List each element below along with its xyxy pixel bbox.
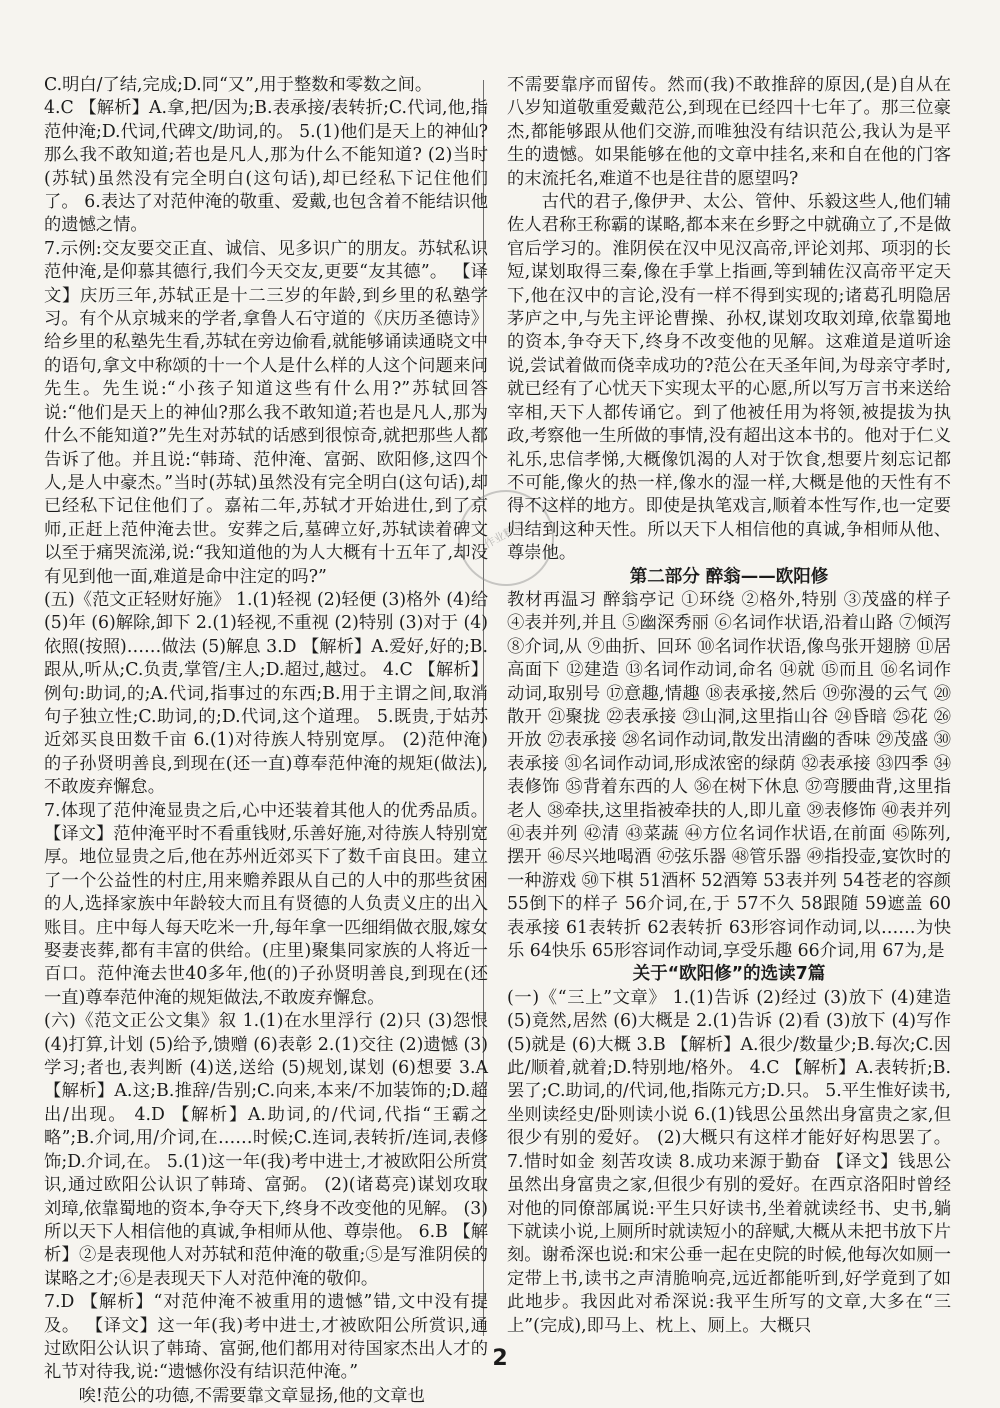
left-paragraph-3: 7.示例:交友要交正直、诚信、见多识广的朋友。苏轼私识范仲淹,是仰慕其德行,我们今天交友,更要“友其德”。 【译文】庆历三年,苏轼正是十二三岁的年龄,到乡里的私塾学习。有个从京城来的学者,拿鲁人石守道的《庆历圣德诗》给乡里的私塾先生看,苏轼在旁边偷看,就能够诵读通晓文中的语句,拿文中称颂的十一个人是什么样的人这个问题来问先生。先生说:“小孩子知道这些有什么用?”苏轼回答说:“他们是天上的神仙?那么我不敢知道;若也是凡人,那为什么不能知道?”先生对苏轼的话感到很惊奇,就把那些人都告诉了他。并且说:“韩琦、范仲淹、富弼、欧阳修,这四个人,是人中豪杰。”当时(苏轼)虽然没有完全明白(这句话),却已经私下记住他们了。嘉祐二年,苏轼才开始进仕,到了京师,正赶上范仲淹去世。安葬之后,墓碑立好,苏轼读着碑文以至于痛哭流涕,说:“我知道他的为人大概有十五年了,却没有见到他一面,难道是命中注定的吗?” — [44, 238, 488, 587]
left-column — [44, 74, 488, 1406]
section-heading-readings: 关于“欧阳修”的选读7篇 — [632, 964, 826, 985]
left-paragraph-4: (五)《范文正轻财好施》 1.(1)轻视 (2)轻便 (3)格外 (4)给 (5)年 (6)解除,卸下 2.(1)轻视,不重视 (2)特别 (3)对于 (4)依照(按照)……做法 (5)解息 3.D 【解析】A.爱好,好的;B.跟从,听从;C.负责,掌管/主人;D.超过,越过。 4.C 【解析】例句:助词,的;A.代词,指事过的东西;B.用于主谓之间,取消句子独立性;C.助词,的;D.代词,这个道理。 5.既贵,于姑苏近郊买良田数千亩 6.(1)对待族人特别宽厚。 (2)范仲淹)的子孙贤明善良,到现在(还一直)尊奉范仲淹的规矩(做法),不敢废弃懈怠。 — [44, 589, 488, 798]
watermark-stamp: 作业精灵 — [441, 473, 571, 603]
left-paragraph-8: 唉!范公的功德,不需要靠文章显扬,他的文章也 — [78, 1385, 425, 1406]
right-paragraph-3: 教材再温习 醉翁亭记 ①环绕 ②格外,特别 ③茂盛的样子 ④表并列,并且 ⑤幽深秀丽 ⑥名词作状语,沿着山路 ⑦倾泻 ⑧介词,从 ⑨曲折、回环 ⑩名词作状语,像鸟张开翅膀 ⑪居高面下 ⑫建造 ⑬名词作动词,命名 ⑭就 ⑮而且 ⑯名词作动词,取别号 ⑰意趣,情趣 ⑱表承接,然后 ⑲弥漫的云气 ⑳散开 ㉑聚拢 ㉒表承接 ㉓山洞,这里指山谷 ㉔昏暗 ㉕花 ㉖开放 ㉗表承接 ㉘名词作动词,散发出清幽的香味 ㉙茂盛 ㉚表承接 ㉛名词作动词,形成浓密的绿荫 ㉜表承接 ㉝四季 ㉞表修饰 ㉟背着东西的人 ㊱在树下休息 ㊲弯腰曲背,这里指老人 ㊳牵扶,这里指被牵扶的人,即儿童 ㊴表修饰 ㊵表并列 ㊶表并列 ㊷清 ㊸菜蔬 ㊹方位名词作状语,在前面 ㊺陈列,摆开 ㊻尽兴地喝酒 ㊼弦乐器 ㊽管乐器 ㊾指投壶,宴饮时的一种游戏 ㊿下棋 51酒杯 52酒筹 53表并列 54苍老的容颜 55倒下的样子 56介词,在,于 57不久 58跟随 59遮盖 60表承接 61表转折 62表转折 63形容词作动词,以……为快乐 64快乐 65形容词作动词,享受乐趣 66介词,用 67为,是 — [507, 589, 951, 962]
section-heading-part-two: 第二部分 醉翁——欧阳修 — [629, 566, 829, 587]
right-paragraph-2: 古代的君子,像伊尹、太公、管仲、乐毅这些人,他们辅佐人君称王称霸的谋略,都本来在乡野之中就确立了,不是做官后学习的。淮阴侯在汉中见汉高帝,评论刘邦、项羽的长短,谋划取得三秦,像在手掌上指画,等到辅佐汉高帝平定天下,他在汉中的言论,没有一样不得到实现的;诸葛孔明隐居茅庐之中,与先主评论曹操、孙权,谋划攻取刘璋,依靠蜀地的资本,争夺天下,终身不改变他的见解。这难道是道听途说,尝试着做而侥幸成功的?范公在天圣年间,为母亲守孝时,就已经有了心忧天下实现太平的心愿,所以写万言书来送给宰相,天下人都传诵它。到了他被任用为将领,被提拔为执政,考察他一生所做的事情,没有超出这本书的。他对于仁义礼乐,忠信孝悌,大概像饥渴的人对于饮食,想要片刻忘记都不可能,像火的热一样,像水的湿一样,大概是他的天性有不得不这样的地方。即使是执笔戏言,顺着本性写作,也一定要归结到这种天性。所以天下人相信他的真诚,争相师从他、尊崇他。 — [507, 192, 951, 564]
right-paragraph-1: 不需要靠序而留传。然而(我)不敢推辞的原因,(是)自从在八岁知道敬重爱戴范公,到现在已经四十七年了。那三位豪杰,都能够跟从他们交游,而唯独没有结识范公,我认为是平生的遗憾。如果能够在他的文章中挂名,来和自在他的门客的末流托名,难道不也是往昔的愿望吗? — [507, 75, 951, 189]
left-paragraph-6: (六)《范文正公文集》叙 1.(1)在水里浮行 (2)只 (3)怨恨 (4)打算,计划 (5)给予,馈赠 (6)表彰 2.(1)交往 (2)遗憾 (3)学习;者也,表判断 (4)送,送给 (5)规划,谋划 (6)想要 3.A 【解析】A.这;B.推辞/告别;C.向来,本来/不加装饰的;D.超出/出现。 4.D 【解析】A.助词,的/代词,代指“王霸之略”;B.介词,用/介词,在……时候;C.连词,表转折/连词,表修饰;D.介词,在。 5.(1)这一年(我)考中进士,才被欧阳公所赏识,通过欧阳公认识了韩琦、富弼。 (2)(诸葛亮)谋划攻取刘璋,依靠蜀地的资本,争夺天下,终身不改变他的见解。 (3)所以天下人相信他的真诚,争相师从他、尊崇他。 6.B 【解析】②是表现他人对苏轼和范仲淹的敬重;⑤是写淮阴侯的谋略之才;⑥是表现天下人对范仲淹的敬仰。 — [44, 1011, 488, 1289]
right-paragraph-4: (一)《“三上”文章》 1.(1)告诉 (2)经过 (3)放下 (4)建造 (5)竟然,居然 (6)大概是 2.(1)告诉 (2)看 (3)放下 (4)写作 (5)就是 (6)大概 3.B 【解析】A.很少/数量少;B.每次;C.因此/顺着,就着;D.特别地/格外。 4.C 【解析】A.表转折;B.罢了;C.助词,的/代词,他,指陈元方;D.只。 5.平生惟好读书,坐则读经史/卧则读小说 6.(1)钱思公虽然出身富贵之家,但很少有别的爱好。 (2)大概只有这样才能好好构思罢了。 7.惜时如金 刻苦攻读 8.成功来源于勤奋 【译文】钱思公虽然出身富贵之家,但很少有别的爱好。在西京洛阳时曾经对他的同僚部属说:平生只好读书,坐着就读经书、史书,躺下就读小说,上厕所时就读短小的辞赋,大概从未把书放下片刻。谢希深也说:和宋公垂一起在史院的时候,他每次如厕一定带上书,读书之声清脆响亮,远近都能听到,好学竟到了如此地步。我因此对希深说:我平生所写的文章,大多在“三上”(完成),即马上、枕上、厕上。大概只 — [507, 987, 951, 1336]
page-number: 2 — [492, 1346, 508, 1371]
left-paragraph-7: 7.D 【解析】“对范仲淹不被重用的遗憾”错,文中没有提及。 【译文】这一年(我)考中进士,才被欧阳公所赏识,通过欧阳公认识了韩琦、富弼,他们都用对待国家杰出人才的礼节对待我,说:“遗憾你没有结识范仲淹。” — [44, 1292, 488, 1383]
left-paragraph-2: 4.C 【解析】A.拿,把/因为;B.表承接/表转折;C.代词,他,指范仲淹;D.代词,代碑文/助词,的。 5.(1)他们是天上的神仙?那么我不敢知道;若也是凡人,那为什么不能知道? (2)当时(苏轼)虽然没有完全明白(这句话),却已经私下记住他们了。 6.表达了对范仲淹的敬重、爱戴,也包含着不能结识他的遗憾之情。 — [44, 98, 488, 236]
left-paragraph-5: 7.体现了范仲淹显贵之后,心中还装着其他人的优秀品质。 【译文】范仲淹平时不看重钱财,乐善好施,对待族人特别宽厚。地位显贵之后,他在苏州近郊买下了数千亩良田。建立了一个公益性的村庄,用来赡养跟从自己的人中的那些贫困的人,选择家族中年龄较大而且有贤德的人负责义庄的出入账目。庄中每人每天吃米一升,每年拿一匹细绢做衣服,嫁女娶妻丧葬,都有丰富的供给。(庄里)聚集同家族的人将近一百口。范仲淹去世40多年,他(的)子孙贤明善良,到现在(还一直)尊奉范仲淹的规矩做法,不敢废弃懈怠。 — [44, 800, 488, 1008]
right-column — [507, 74, 951, 1342]
left-paragraph-1: C.明白/了结,完成;D.同“又”,用于整数和零数之间。 — [44, 75, 433, 95]
